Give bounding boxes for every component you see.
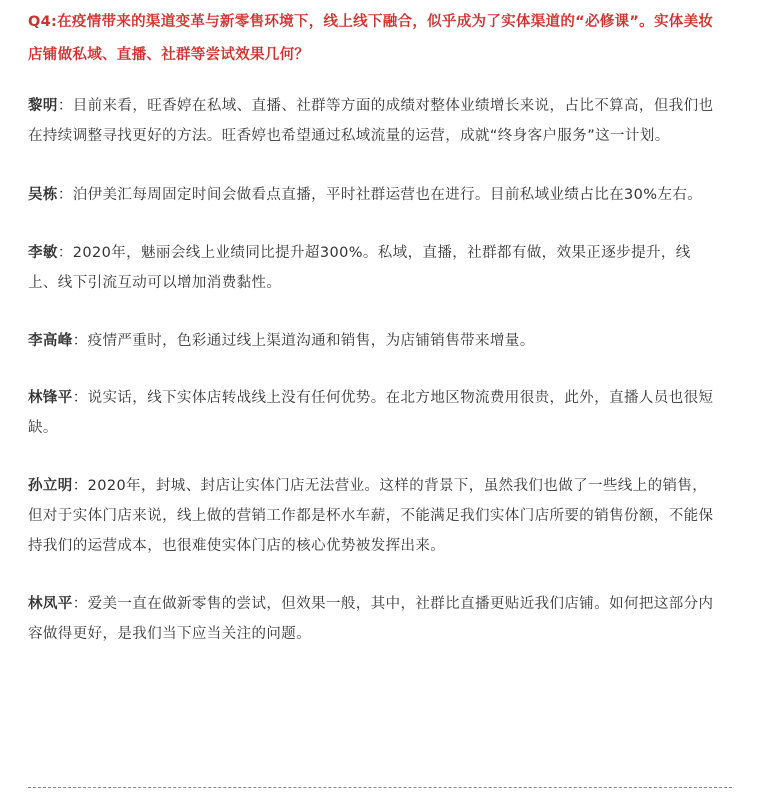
speaker-separator: ： [72,390,88,406]
answer-paragraph [28,180,718,210]
answer-paragraph [28,326,718,356]
answer-paragraph [28,471,718,561]
speaker-separator: ： [57,187,73,203]
answer-paragraph [28,238,718,298]
speaker-name: 吴栋 [28,187,58,203]
speaker-separator: ： [57,245,73,261]
speaker-name: 李高峰 [28,333,73,349]
question-label: Q4: [28,14,58,30]
question-text: 在疫情带来的渠道变革与新零售环境下，线上线下融合，似乎成为了实体渠道的“必修课”。实体美妆店铺做私域、直播、社群等尝试效果几何？ [28,14,714,63]
speaker-separator: ： [57,98,73,114]
answer-text: 泊伊美汇每周固定时间会做看点直播，平时社群运营也在进行。目前私域业绩占比在30%左右。 [72,187,703,203]
speaker-name: 黎明 [28,98,58,114]
question-heading [28,6,718,72]
speaker-separator: ： [72,333,88,349]
speaker-name: 孙立明 [28,478,73,494]
section-divider [28,787,732,788]
article-body [28,0,718,649]
answer-paragraph [28,383,718,443]
speaker-name: 林锋平 [28,390,73,406]
speaker-name: 李敏 [28,245,58,261]
speaker-name: 林凤平 [28,596,73,612]
answer-paragraph [28,91,718,151]
answer-paragraph [28,589,718,649]
answer-text: 2020年，封城、封店让实体门店无法营业。这样的背景下，虽然我们也做了一些线上的销售，但对于实体门店来说，线上做的营销工作都是杯水车薪，不能满足我们实体门店所要的销售份额，不能保持我们的运营成本，也很难使实体门店的核心优势被发挥出来。 [28,478,714,554]
answer-text: 爱美一直在做新零售的尝试，但效果一般，其中，社群比直播更贴近我们店铺。如何把这部分内容做得更好，是我们当下应当关注的问题。 [28,596,714,642]
answer-text: 疫情严重时，色彩通过线上渠道沟通和销售，为店铺销售带来增量。 [87,333,535,349]
answer-text: 目前来看，旺香婷在私域、直播、社群等方面的成绩对整体业绩增长来说，占比不算高，但我们也在持续调整寻找更好的方法。旺香婷也希望通过私域流量的运营，成就“终身客户服务”这一计划。 [28,98,714,144]
answer-text: 说实话，线下实体店转战线上没有任何优势。在北方地区物流费用很贵，此外，直播人员也很短缺。 [28,390,714,436]
speaker-separator: ： [72,478,88,494]
speaker-separator: ： [72,596,88,612]
answer-text: 2020年，魅丽会线上业绩同比提升超300%。私域，直播，社群都有做，效果正逐步提升，线上、线下引流互动可以增加消费黏性。 [28,245,691,291]
